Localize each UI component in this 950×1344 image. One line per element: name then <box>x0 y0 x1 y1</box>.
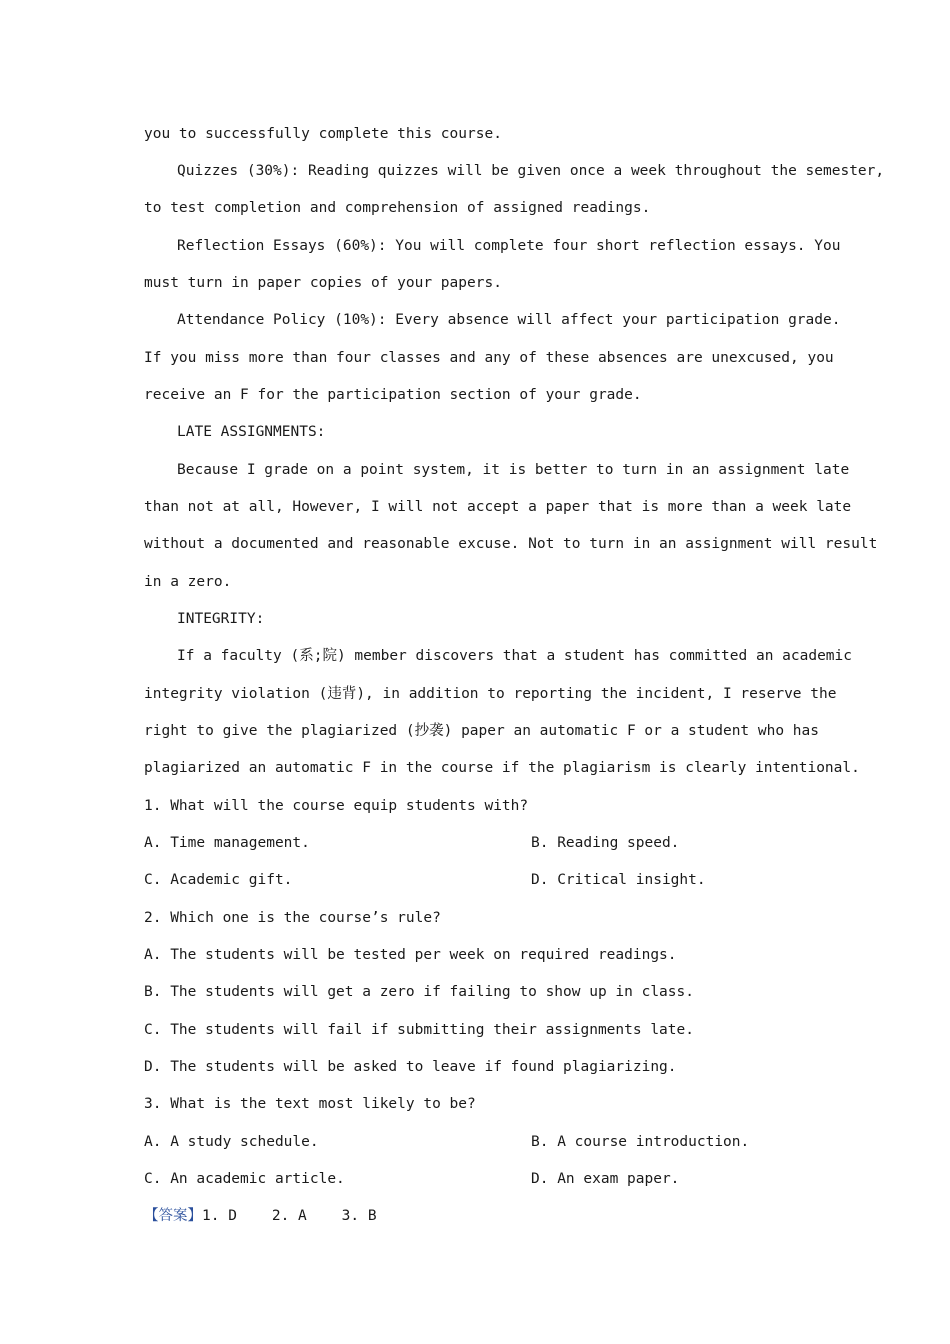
passage-line: integrity violation (违背), in addition to reporting the incident, I reserve the <box>144 686 837 702</box>
passage-line: Because I grade on a point system, it is better to turn in an assignment late <box>177 462 850 478</box>
answer-tag: 【答案】 <box>144 1208 202 1224</box>
question-2-option-c: C. The students will fail if submitting their assignments late. <box>144 1022 694 1038</box>
passage-line: in a zero. <box>144 574 232 590</box>
passage-line: must turn in paper copies of your papers. <box>144 275 502 291</box>
passage-line: than not at all, However, I will not accept a paper that is more than a week late <box>144 499 852 515</box>
passage-line: you to successfully complete this course. <box>144 126 502 142</box>
reflection-essays-line: Reflection Essays (60%): You will complete four short reflection essays. You <box>177 238 841 254</box>
question-3-option-a: A. A study schedule. <box>144 1134 319 1150</box>
attendance-policy-line: Attendance Policy (10%): Every absence will affect your participation grade. <box>177 312 841 328</box>
passage-line: right to give the plagiarized (抄袭) paper an automatic F or a student who has <box>144 723 820 739</box>
passage-line: plagiarized an automatic F in the course if the plagiarism is clearly intentional. <box>144 760 860 776</box>
question-1-option-a: A. Time management. <box>144 835 310 851</box>
question-2-option-d: D. The students will be asked to leave if found plagiarizing. <box>144 1059 677 1075</box>
quizzes-line: Quizzes (30%): Reading quizzes will be given once a week throughout the semester, <box>177 163 885 179</box>
passage-line: without a documented and reasonable excuse. Not to turn in an assignment will result <box>144 536 878 552</box>
question-1-stem: 1. What will the course equip students with? <box>144 798 529 814</box>
question-1-option-d: D. Critical insight. <box>531 872 706 888</box>
question-2-stem: 2. Which one is the course’s rule? <box>144 910 441 926</box>
passage-line: receive an F for the participation section of your grade. <box>144 387 642 403</box>
question-3-stem: 3. What is the text most likely to be? <box>144 1096 476 1112</box>
passage-line: If you miss more than four classes and any of these absences are unexcused, you <box>144 350 834 366</box>
passage-line: If a faculty (系;院) member discovers that a student has committed an academic <box>177 648 853 664</box>
question-3-option-c: C. An academic article. <box>144 1171 345 1187</box>
late-assignments-heading: LATE ASSIGNMENTS: <box>177 424 326 440</box>
question-1-option-b: B. Reading speed. <box>531 835 680 851</box>
integrity-heading: INTEGRITY: <box>177 611 265 627</box>
question-1-option-c: C. Academic gift. <box>144 872 293 888</box>
answer-key <box>144 1198 808 1235</box>
passage-line: to test completion and comprehension of assigned readings. <box>144 200 651 216</box>
question-3-option-b: B. A course introduction. <box>531 1134 750 1150</box>
answer-text: 1. D 2. A 3. B <box>202 1208 377 1224</box>
question-2-option-a: A. The students will be tested per week on required readings. <box>144 947 677 963</box>
question-2-option-b: B. The students will get a zero if failing to show up in class. <box>144 984 694 1000</box>
question-3-option-d: D. An exam paper. <box>531 1171 680 1187</box>
